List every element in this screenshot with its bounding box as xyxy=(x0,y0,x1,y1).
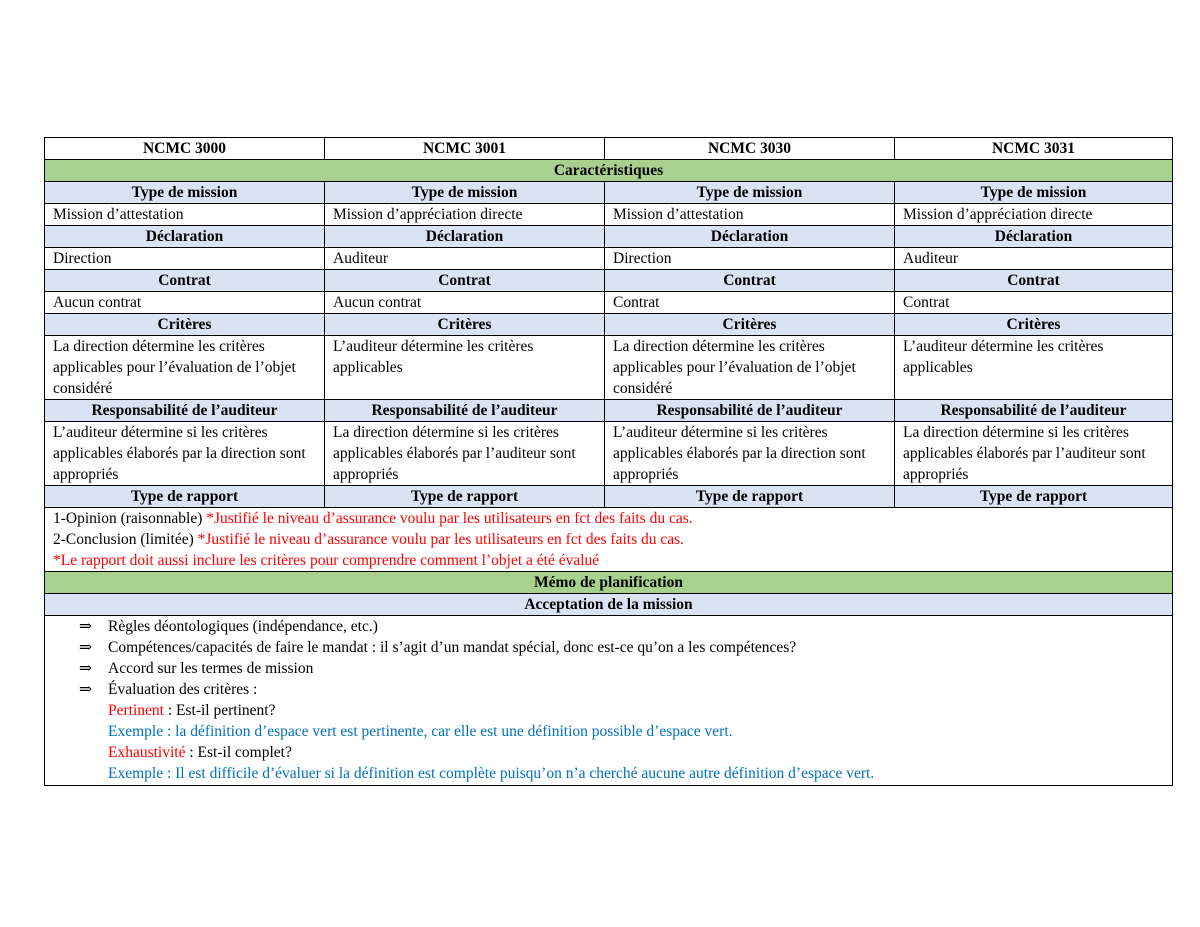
list-item: ⇒ Accord sur les termes de mission xyxy=(79,660,314,677)
section-header-row xyxy=(45,270,1173,292)
ncmc-comparison-table xyxy=(44,137,1173,786)
cell-value: L’auditeur détermine les critères applicables xyxy=(325,336,605,400)
section-label: Déclaration xyxy=(895,226,1173,248)
section-value-row xyxy=(45,422,1173,486)
section-header-row xyxy=(45,182,1173,204)
cell-value: Direction xyxy=(45,248,325,270)
cell-value: Contrat xyxy=(895,292,1173,314)
rapport-line-1: 1-Opinion (raisonnable) *Justifié le niveau d’assurance voulu par les utilisateurs en fct des faits du cas. xyxy=(53,510,693,527)
section-label: Responsabilité de l’auditeur xyxy=(895,400,1173,422)
caracteristiques-band xyxy=(45,160,1173,182)
cell-value: La direction détermine si les critères applicables élaborés par l’auditeur sont appropriés xyxy=(895,422,1173,486)
cell-value: Mission d’appréciation directe xyxy=(895,204,1173,226)
section-label: Critères xyxy=(605,314,895,336)
cell-value: Auditeur xyxy=(895,248,1173,270)
column-header: NCMC 3001 xyxy=(325,138,605,160)
exhaustivite-line: Exhaustivité : Est-il complet? xyxy=(108,744,292,761)
section-header-row xyxy=(45,314,1173,336)
cell-value: Direction xyxy=(605,248,895,270)
double-arrow-icon: ⇒ xyxy=(79,681,92,698)
acceptation-row xyxy=(45,616,1173,786)
cell-value: Contrat xyxy=(605,292,895,314)
section-header-row xyxy=(45,400,1173,422)
double-arrow-icon: ⇒ xyxy=(79,618,92,635)
acceptation-cell xyxy=(45,616,1173,786)
cell-value: L’auditeur détermine si les critères applicables élaborés par la direction sont appropriés xyxy=(45,422,325,486)
section-value-row xyxy=(45,336,1173,400)
double-arrow-icon: ⇒ xyxy=(79,660,92,677)
section-label: Contrat xyxy=(895,270,1173,292)
list-item: ⇒ Évaluation des critères : xyxy=(79,681,258,698)
section-label: Type de mission xyxy=(895,182,1173,204)
cell-value: L’auditeur détermine les critères applicables xyxy=(895,336,1173,400)
cell-value: La direction détermine les critères applicables pour l’évaluation de l’objet considéré xyxy=(45,336,325,400)
double-arrow-icon: ⇒ xyxy=(79,639,92,656)
section-label: Responsabilité de l’auditeur xyxy=(325,400,605,422)
cell-value: Auditeur xyxy=(325,248,605,270)
cell-value: Aucun contrat xyxy=(45,292,325,314)
cell-value: L’auditeur détermine si les critères applicables élaborés par la direction sont appropriés xyxy=(605,422,895,486)
document-page xyxy=(44,137,1172,786)
section-label: Critères xyxy=(325,314,605,336)
section-label: Contrat xyxy=(45,270,325,292)
rapport-row xyxy=(45,508,1173,572)
section-value-row xyxy=(45,292,1173,314)
pertinent-line: Pertinent : Est-il pertinent? xyxy=(108,702,276,719)
section-label: Type de rapport xyxy=(45,486,325,508)
section-label: Type de rapport xyxy=(605,486,895,508)
section-label: Responsabilité de l’auditeur xyxy=(45,400,325,422)
acceptation-title: Acceptation de la mission xyxy=(45,594,1173,616)
memo-band xyxy=(45,572,1173,594)
rapport-line-3: *Le rapport doit aussi inclure les critères pour comprendre comment l’objet a été évalué xyxy=(53,552,600,569)
section-label: Critères xyxy=(45,314,325,336)
exhaustivite-example: Exemple : Il est difficile d’évaluer si la définition est complète puisqu’on n’a cherché aucune autre définition d’espace vert. xyxy=(108,765,875,782)
caracteristiques-title: Caractéristiques xyxy=(45,160,1173,182)
section-label: Contrat xyxy=(605,270,895,292)
list-item: ⇒ Règles déontologiques (indépendance, etc.) xyxy=(79,618,378,635)
cell-value: La direction détermine si les critères applicables élaborés par l’auditeur sont appropriés xyxy=(325,422,605,486)
section-label: Type de mission xyxy=(45,182,325,204)
section-label: Responsabilité de l’auditeur xyxy=(605,400,895,422)
section-header-row xyxy=(45,486,1173,508)
pertinent-example: Exemple : la définition d’espace vert est pertinente, car elle est une définition possible d’espace vert. xyxy=(108,723,733,740)
section-value-row xyxy=(45,204,1173,226)
column-header-row xyxy=(45,138,1173,160)
cell-value: La direction détermine les critères applicables pour l’évaluation de l’objet considéré xyxy=(605,336,895,400)
rapport-cell xyxy=(45,508,1173,572)
section-label: Déclaration xyxy=(325,226,605,248)
cell-value: Mission d’attestation xyxy=(605,204,895,226)
memo-title: Mémo de planification xyxy=(45,572,1173,594)
cell-value: Mission d’appréciation directe xyxy=(325,204,605,226)
section-label: Type de mission xyxy=(325,182,605,204)
section-header-row xyxy=(45,226,1173,248)
rapport-line-2: 2-Conclusion (limitée) *Justifié le niveau d’assurance voulu par les utilisateurs en fct des faits du cas. xyxy=(53,531,685,548)
column-header: NCMC 3030 xyxy=(605,138,895,160)
cell-value: Aucun contrat xyxy=(325,292,605,314)
column-header: NCMC 3031 xyxy=(895,138,1173,160)
section-label: Critères xyxy=(895,314,1173,336)
column-header: NCMC 3000 xyxy=(45,138,325,160)
section-label: Type de mission xyxy=(605,182,895,204)
cell-value: Mission d’attestation xyxy=(45,204,325,226)
acceptation-band xyxy=(45,594,1173,616)
section-label: Déclaration xyxy=(605,226,895,248)
section-label: Déclaration xyxy=(45,226,325,248)
section-label: Type de rapport xyxy=(895,486,1173,508)
list-item: ⇒ Compétences/capacités de faire le mandat : il s’agit d’un mandat spécial, donc est-ce qu’on a les compétences? xyxy=(79,639,797,656)
acceptation-list xyxy=(53,616,1164,700)
section-label: Contrat xyxy=(325,270,605,292)
section-label: Type de rapport xyxy=(325,486,605,508)
section-value-row xyxy=(45,248,1173,270)
